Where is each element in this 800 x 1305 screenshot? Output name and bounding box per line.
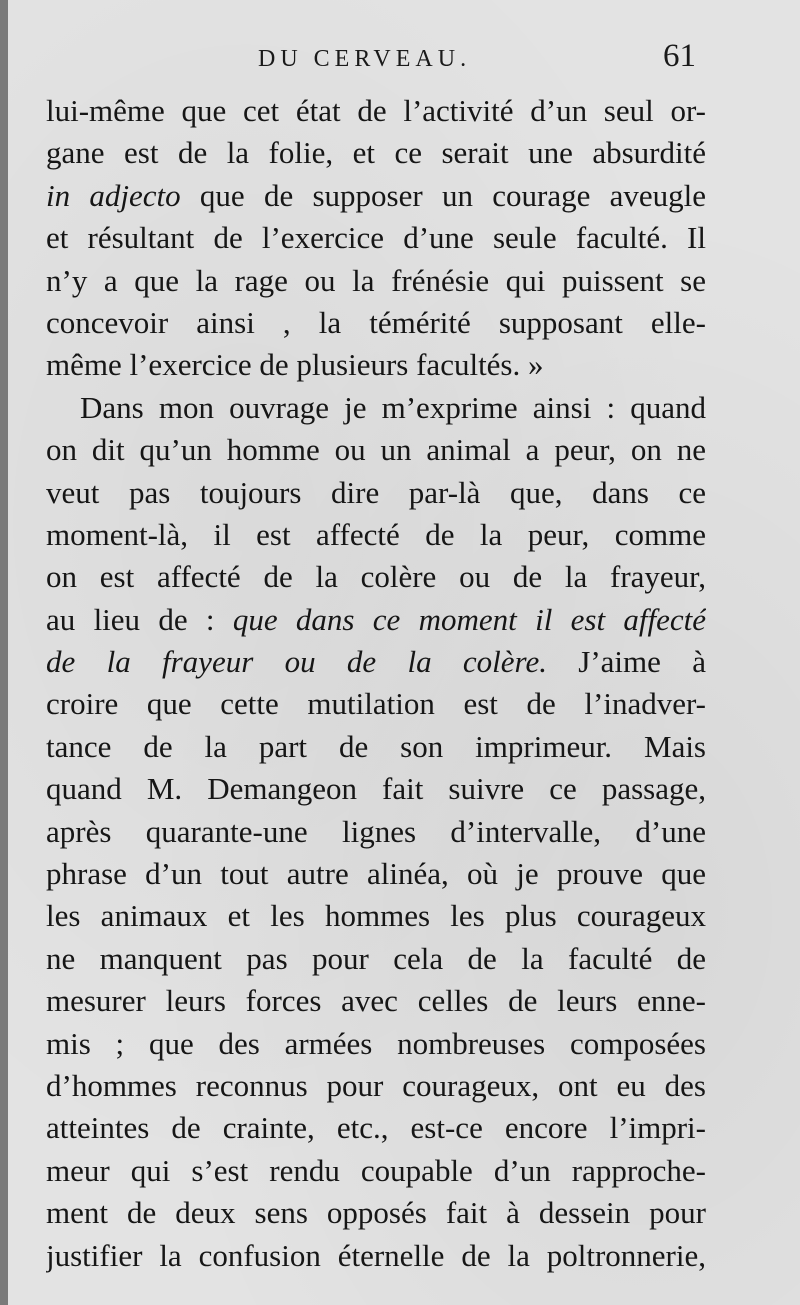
text-segment: les animaux et les hommes les plus courageux bbox=[46, 898, 706, 934]
text-segment: ne manquent pas pour cela de la faculté de bbox=[46, 940, 706, 976]
text-line bbox=[46, 1107, 706, 1149]
text-line bbox=[46, 387, 706, 429]
text-line bbox=[46, 938, 706, 980]
text-segment: croire que cette mutilation est de l’inadver- bbox=[46, 686, 706, 722]
text-line bbox=[46, 641, 706, 683]
text-segment: tance de la part de son imprimeur. Mais bbox=[46, 728, 706, 764]
text-line bbox=[46, 1023, 706, 1065]
text-line bbox=[46, 726, 706, 768]
text-line bbox=[46, 429, 706, 471]
text-segment: phrase d’un tout autre alinéa, où je prouve que bbox=[46, 856, 706, 892]
text-segment: même l’exercice de plusieurs facultés. » bbox=[46, 347, 544, 383]
text-segment: quand M. Demangeon fait suivre ce passage, bbox=[46, 771, 706, 807]
text-line bbox=[46, 260, 706, 302]
text-segment: gane est de la folie, et ce serait une absurdité bbox=[46, 135, 706, 171]
italic-text: de la frayeur ou de la colère. bbox=[46, 644, 547, 680]
text-line bbox=[46, 1235, 706, 1277]
text-line bbox=[46, 811, 706, 853]
text-segment: justifier la confusion éternelle de la poltronnerie, bbox=[46, 1237, 706, 1273]
text-segment: que de supposer un courage aveugle bbox=[180, 177, 706, 213]
text-segment: J’aime à bbox=[546, 644, 706, 680]
text-segment: ment de deux sens opposés fait à dessein pour bbox=[46, 1195, 706, 1231]
text-line bbox=[46, 302, 706, 344]
text-line bbox=[46, 980, 706, 1022]
text-line bbox=[46, 90, 706, 132]
text-segment: on dit qu’un homme ou un animal a peur, on ne bbox=[46, 432, 706, 468]
page-number: 61 bbox=[663, 38, 696, 74]
text-segment: moment-là, il est affecté de la peur, comme bbox=[46, 516, 706, 552]
text-segment: atteintes de crainte, etc., est-ce encore l’impri- bbox=[46, 1110, 706, 1146]
text-segment: au lieu de : bbox=[46, 601, 233, 637]
text-segment: mesurer leurs forces avec celles de leurs enne- bbox=[46, 983, 706, 1019]
text-segment: après quarante-une lignes d’intervalle, d’une bbox=[46, 813, 706, 849]
text-line bbox=[46, 344, 706, 386]
text-segment: meur qui s’est rendu coupable d’un rapproche- bbox=[46, 1152, 706, 1188]
page-header bbox=[8, 38, 800, 82]
book-page bbox=[8, 0, 800, 1305]
text-segment: on est affecté de la colère ou de la frayeur, bbox=[46, 559, 706, 595]
text-line bbox=[46, 768, 706, 810]
text-line bbox=[46, 514, 706, 556]
text-segment: Dans mon ouvrage je m’exprime ainsi : quand bbox=[80, 389, 706, 425]
text-line bbox=[46, 683, 706, 725]
text-segment: et résultant de l’exercice d’une seule faculté. Il bbox=[46, 220, 706, 256]
italic-text: que dans ce moment il est affecté bbox=[232, 601, 706, 637]
text-line bbox=[46, 132, 706, 174]
text-line bbox=[46, 175, 706, 217]
body-text bbox=[46, 90, 706, 1277]
text-segment: n’y a que la rage ou la frénésie qui puissent se bbox=[46, 262, 706, 298]
text-segment: lui-même que cet état de l’activité d’un seul or- bbox=[46, 93, 706, 128]
text-segment: mis ; que des armées nombreuses composées bbox=[46, 1025, 706, 1061]
italic-text: in adjecto bbox=[46, 177, 181, 213]
text-segment: concevoir ainsi , la témérité supposant elle- bbox=[46, 304, 706, 340]
text-line bbox=[46, 1065, 706, 1107]
text-line bbox=[46, 1192, 706, 1234]
text-line bbox=[46, 599, 706, 641]
text-line bbox=[46, 853, 706, 895]
text-line bbox=[46, 217, 706, 259]
text-line bbox=[46, 472, 706, 514]
text-line bbox=[46, 556, 706, 598]
text-segment: d’hommes reconnus pour courageux, ont eu des bbox=[46, 1067, 706, 1103]
running-head: DU CERVEAU. bbox=[258, 46, 472, 72]
text-line bbox=[46, 1150, 706, 1192]
text-line bbox=[46, 895, 706, 937]
text-segment: veut pas toujours dire par-là que, dans ce bbox=[46, 474, 706, 510]
